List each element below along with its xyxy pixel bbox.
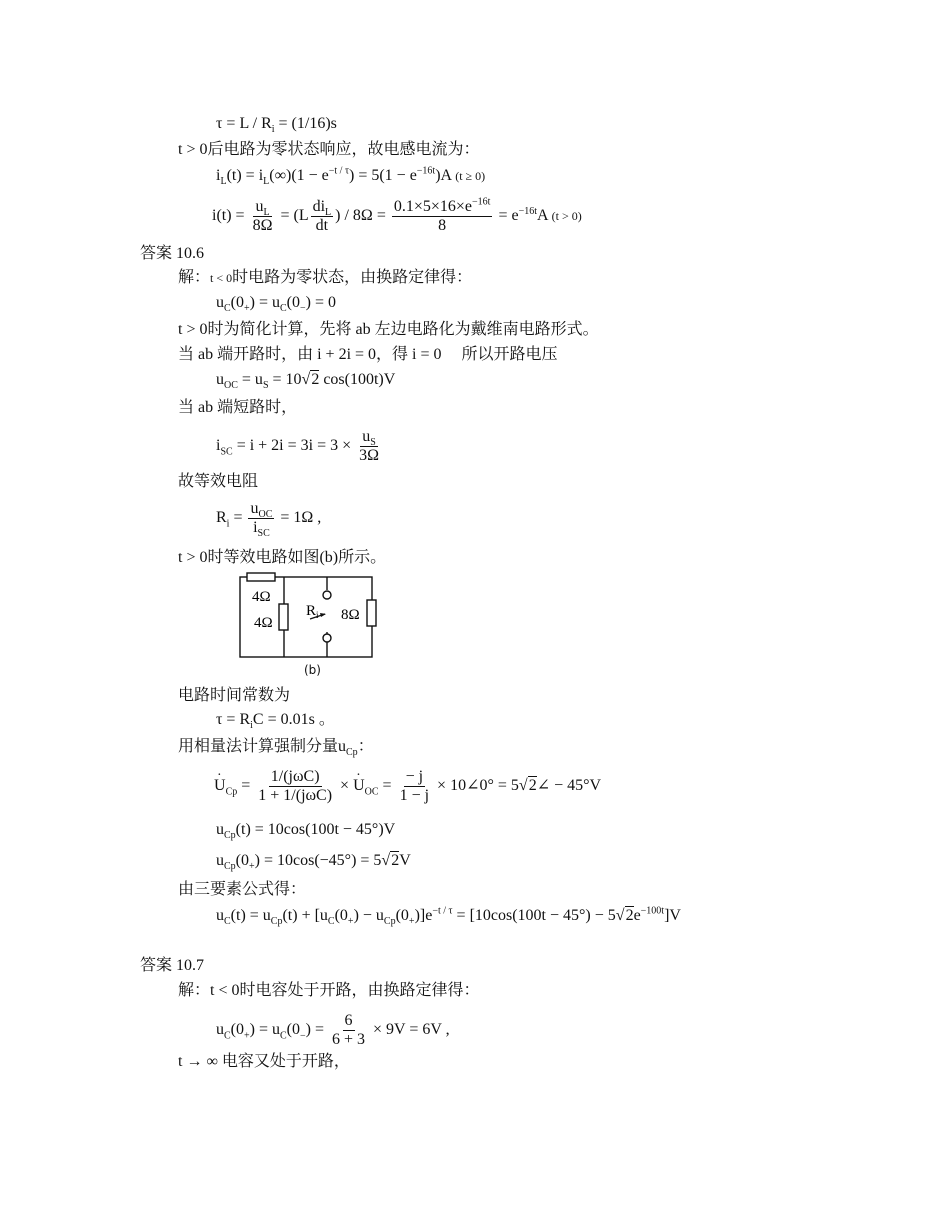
tau-lhs: τ = L / R: [216, 115, 272, 132]
label-4ohm-top: 4Ω: [252, 589, 271, 605]
text: 用相量法计算强制分量u: [178, 738, 347, 755]
eq-part: C = 0.01s 。: [252, 711, 335, 728]
label-8ohm: 8Ω: [341, 607, 360, 623]
answer-heading-10-7: 答案 10.7: [140, 957, 205, 974]
eq-part: i: [216, 167, 221, 184]
resistor-4ohm: [279, 604, 288, 630]
phasor-intro: 用相量法计算强制分量$u_{Cp}$：: [178, 738, 374, 759]
tau-equation: $\tau = L / R_i = (1/16)s$: [216, 115, 337, 136]
ucp-t-eq: $u_{Cp}(t) = 10\cos(100t - 45^\circ)V$: [216, 821, 396, 842]
text-line: 故等效电阻: [178, 473, 259, 490]
capacitor-initial-eq: $u_C(0_+) = u_C(0_-)$ = $\frac{6}{6 + 3}$ × 9V = 6V ,: [216, 1012, 450, 1048]
text-line: t → ∞ 电容又处于开路，: [178, 1053, 350, 1070]
text-line: 电路时间常数为: [178, 687, 291, 704]
text-line: t > 0时等效电路如图(b)所示。: [178, 549, 387, 566]
text-line: t > 0时为简化计算，先将 ab 左边电路化为戴维南电路形式。: [178, 321, 599, 338]
solution-intro: [178, 268, 472, 288]
arrow-head: [320, 613, 326, 617]
phasor-equation: · $U_{Cp}$ = $\frac{\text{1/(jωC)}}{\text{1 + 1/(jωC)}}$ × · $U_{OC}$ = $\frac{- j}{1 - j}$ × 10∠0° = 5√2∠ − 45°V: [214, 768, 601, 805]
tau-rhs: = (1/16)s: [274, 115, 337, 132]
text-line: 当 ab 端开路时，由 i + 2i = 0，得 i = 0 所以开路电压: [178, 346, 558, 363]
fraction: $\frac{0.1\times 5\times 16\times e^{-16t}}{8}$: [393, 196, 491, 234]
eq-part: τ = R: [216, 711, 251, 728]
ucp-0-eq: $u_{Cp}(0_+) = 10\cos(-45^\circ) = 5√2V$: [216, 852, 411, 873]
current-equation: i(t) = $\frac{u_L}{8\Omega}$ = (L $\frac{di_L}{dt}$ ) / 8Ω = $\frac{0.1\times 5\times 16\times e^{-16t}}{8}$ = $e^{-16t}A$ (t > 0): [212, 196, 582, 234]
ri-equation: $R_i$ = $\frac{u_{OC}}{i_{SC}}$ = 1Ω ,: [216, 500, 322, 540]
fraction: $\frac{u_{OC}}{i_{SC}}$: [250, 500, 273, 540]
condition: (t ≥ 0): [455, 169, 486, 183]
text-line: 由三要素公式得：: [178, 881, 307, 898]
fraction: $\frac{di_L}{dt}$: [312, 198, 332, 234]
terminal-b: [323, 634, 331, 642]
fraction: $\frac{- j}{1 - j}$: [399, 768, 430, 804]
text-line: t > 0后电路为零状态响应，故电感电流为：: [178, 141, 480, 158]
switching-law-eq: $u_C(0_+) = u_C(0_-) = 0$: [216, 294, 336, 315]
eq-part: )A: [435, 167, 452, 184]
condition: (t > 0): [551, 209, 582, 224]
resistor-8ohm: [367, 600, 376, 626]
figure-caption: (b): [304, 663, 321, 677]
text: 时电路为零状态，由换路定律得：: [232, 269, 473, 286]
answer-heading-10-6: 答案 10.6: [140, 245, 205, 262]
fraction: $\frac{u_S}{3\Omega}$: [359, 428, 380, 464]
three-factor-eq: $u_C(t) = u_{Cp}(t) + [u_C(0_+) - u_{Cp}(0_+)]e^{-t / \tau} = [10\cos(100t - 45^\circ) - 5√2e^{-100t}]V$: [216, 905, 681, 928]
fraction: $\frac{u_L}{8\Omega}$: [252, 198, 273, 234]
isc-equation: $i_{SC} = i + 2i = 3i = 3$ × $\frac{u_S}{3\Omega}$: [216, 428, 380, 464]
fraction: $\frac{\text{1/(jωC)}}{\text{1 + 1/(jωC)}}$: [258, 768, 333, 804]
inductor-current-equation: $i_L(t) = i_L(\infty)(1 - e^{-t / \tau}) = 5(1 - e^{-16t})A$ (t ≥ 0): [216, 165, 486, 188]
fraction: $\frac{6}{6 + 3}$: [332, 1012, 366, 1048]
text-line: 当 ab 端短路时，: [178, 399, 298, 416]
resistor-top: [247, 573, 275, 581]
label-ri: $R_i$: [306, 603, 319, 620]
time-constant-eq: $\tau = R_iC = 0.01s$ 。: [216, 711, 335, 732]
terminal-a: [323, 591, 331, 599]
text-line: 解：t < 0时电容处于开路，由换路定律得：: [178, 982, 480, 999]
cond: t < 0: [210, 271, 233, 285]
label-4ohm: 4Ω: [254, 615, 273, 631]
eq-part: = 5(1 − e: [354, 167, 417, 184]
label: 解：: [178, 269, 211, 286]
uoc-equation: $u_{OC} = u_S = 10√2$ cos(100t)V: [216, 371, 396, 392]
